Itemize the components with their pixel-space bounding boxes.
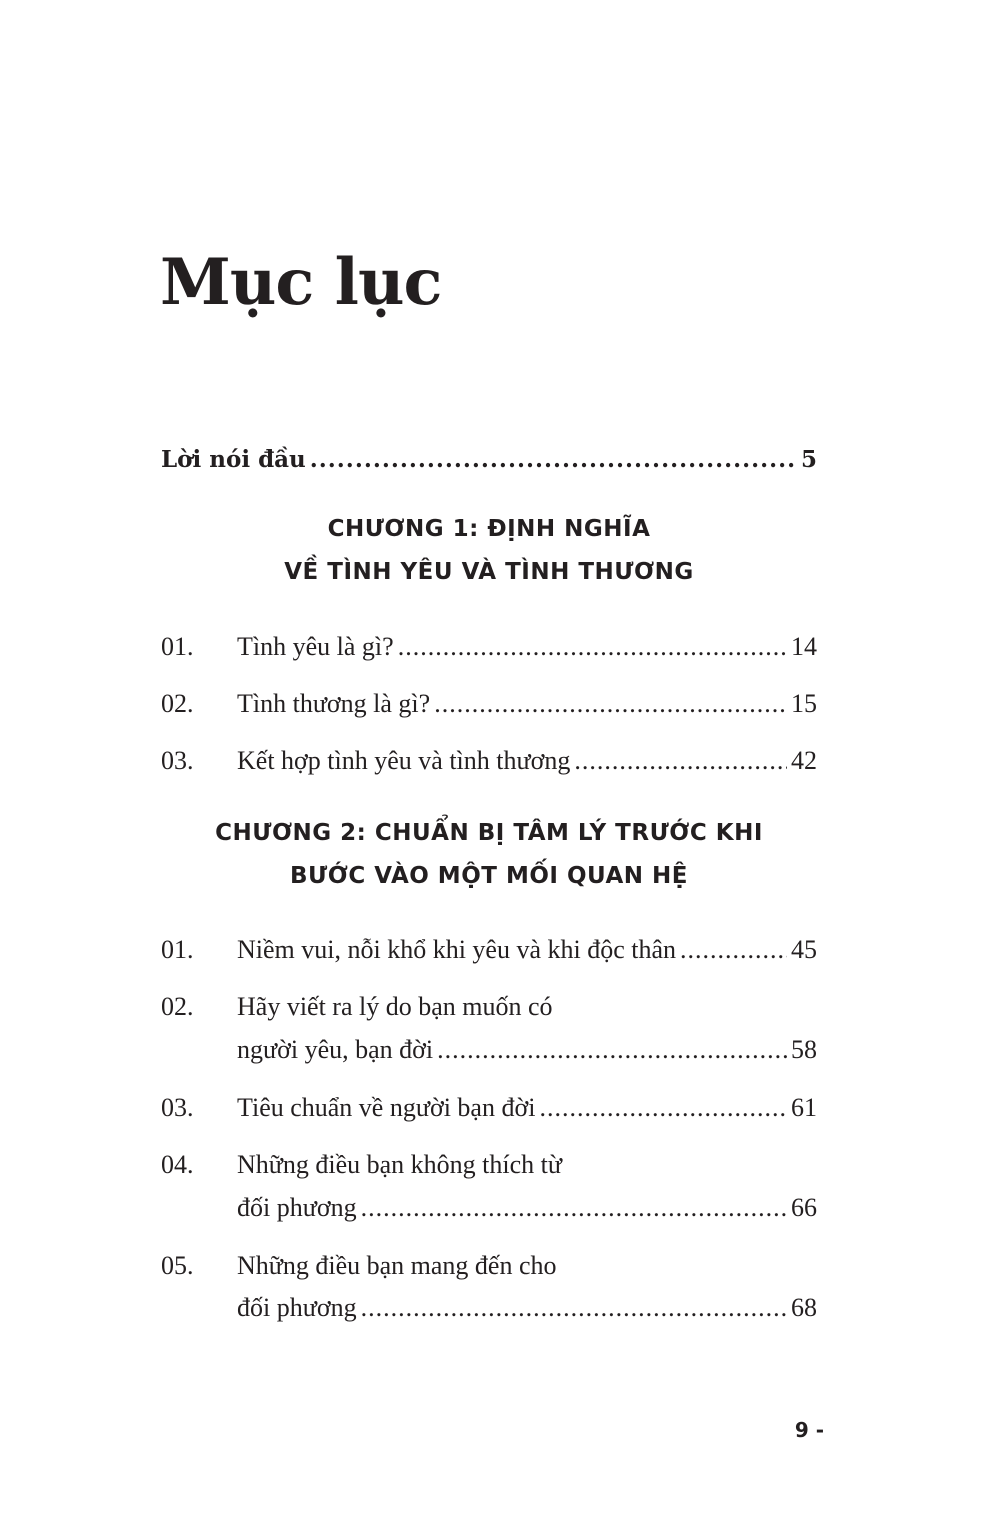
toc-entry-number: 02. (161, 992, 194, 1021)
toc-entry-page: 66 (791, 1193, 817, 1222)
toc-entry[interactable] (161, 1192, 817, 1224)
toc-entry-label: Tiêu chuẩn về người bạn đời (237, 1093, 536, 1122)
toc-entry-label: Hãy viết ra lý do bạn muốn có (237, 992, 553, 1021)
dot-leader (574, 745, 787, 777)
dot-leader (398, 631, 787, 663)
dot-leader (437, 1034, 787, 1066)
toc-entry[interactable] (161, 1292, 817, 1324)
dot-leader (680, 934, 787, 966)
toc-entry-page: 15 (791, 689, 817, 718)
chapter-heading-line: BƯỚC VÀO MỘT MỐI QUAN HỆ (289, 863, 688, 889)
toc-entry-number: 05. (161, 1251, 194, 1280)
chapter-1-heading (161, 508, 817, 594)
dot-leader (361, 1292, 787, 1324)
toc-entry-label: đối phương (237, 1193, 357, 1222)
toc-entry-label: Tình thương là gì? (237, 689, 431, 718)
chapter-2-heading (161, 812, 817, 898)
toc-entry-line1[interactable] (161, 1250, 817, 1282)
dot-leader (539, 1092, 787, 1124)
chapter-heading-line: CHƯƠNG 2: CHUẨN BỊ TÂM LÝ TRƯỚC KHI (215, 820, 763, 846)
toc-entry-line1[interactable] (161, 1149, 817, 1181)
toc-entry-label: Kết hợp tình yêu và tình thương (237, 746, 571, 775)
toc-entry-number: 03. (161, 1093, 194, 1122)
toc-entry-label: Những điều bạn không thích từ (237, 1150, 562, 1179)
toc-entry-number: 04. (161, 1150, 194, 1179)
toc-entry[interactable] (161, 631, 817, 663)
toc-entry-page: 14 (791, 632, 817, 661)
dot-leader (361, 1192, 787, 1224)
toc-entry-label: người yêu, bạn đời (237, 1035, 434, 1064)
toc-entry-preface[interactable] (161, 444, 817, 476)
toc-entry-label: Những điều bạn mang đến cho (237, 1251, 557, 1280)
toc-entry-page: 61 (791, 1093, 817, 1122)
dot-leader (434, 688, 787, 720)
toc-entry-number: 01. (161, 632, 194, 661)
toc-entry[interactable] (161, 1034, 817, 1066)
toc-entry-number: 03. (161, 746, 194, 775)
toc-entry[interactable] (161, 688, 817, 720)
toc-entry-page: 5 (800, 446, 817, 473)
toc-entry-page: 58 (791, 1035, 817, 1064)
toc-entry-label: Tình yêu là gì? (237, 632, 394, 661)
toc-entry-page: 68 (791, 1293, 817, 1322)
chapter-heading-line: CHƯƠNG 1: ĐỊNH NGHĨA (327, 516, 651, 542)
toc-entry-page: 45 (791, 935, 817, 964)
toc-entry-page: 42 (791, 746, 817, 775)
toc-entry[interactable] (161, 1092, 817, 1124)
toc-entry-number: 02. (161, 689, 194, 718)
toc-entry-label: đối phương (237, 1293, 357, 1322)
chapter-heading-line: VỀ TÌNH YÊU VÀ TÌNH THƯƠNG (284, 559, 694, 585)
toc-entry-number: 01. (161, 935, 194, 964)
toc-entry-label: Lời nói đầu (161, 446, 306, 473)
toc-entry[interactable] (161, 934, 817, 966)
toc-entry-label: Niềm vui, nỗi khổ khi yêu và khi độc thân (237, 935, 677, 964)
toc-entry-line1[interactable] (161, 991, 817, 1023)
toc-entry[interactable] (161, 745, 817, 777)
page-number: 9 - (794, 1418, 824, 1442)
page-title: Mục lục (160, 245, 442, 320)
dot-leader (310, 444, 797, 476)
